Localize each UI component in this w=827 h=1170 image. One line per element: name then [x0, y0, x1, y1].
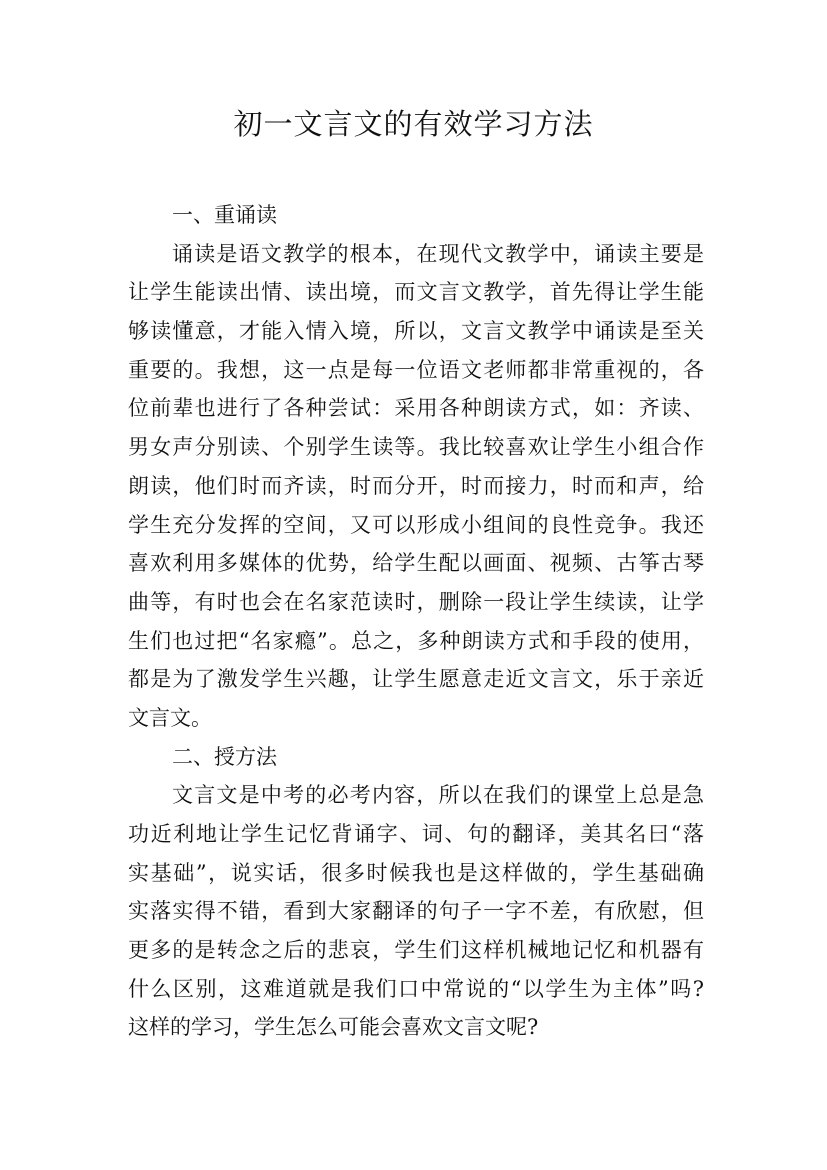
- document-title: 初一文言文的有效学习方法: [233, 107, 594, 141]
- paragraph-line-indented: 二、授方法: [172, 744, 277, 769]
- paragraph-line: 男女声分别读、个别学生读等。我比较喜欢让学生小组合作: [128, 435, 704, 460]
- paragraph-line: 学生充分发挥的空间，又可以形成小组间的良性竞争。我还: [128, 512, 704, 537]
- paragraph-line: 实落实得不错，看到大家翻译的句子一字不差，有欣慰，但: [128, 899, 704, 924]
- paragraph-line-indented: 一、重诵读: [172, 203, 277, 227]
- paragraph-line: 生们也过把“名家瘾”。总之，多种朗读方式和手段的使用，: [128, 628, 704, 653]
- paragraph-line: 实基础”，说实话，很多时候我也是这样做的，学生基础确: [128, 860, 704, 885]
- paragraph-line: 更多的是转念之后的悲哀，学生们这样机械地记忆和机器有: [128, 938, 704, 963]
- paragraph-line: 朗读，他们时而齐读，时而分开，时而接力，时而和声，给: [128, 473, 704, 498]
- paragraph-line: 文言文。: [128, 705, 212, 730]
- paragraph-line: 喜欢利用多媒体的优势，给学生配以画面、视频、古筝古琴: [128, 551, 704, 576]
- paragraph-line: 曲等，有时也会在名家范读时，删除一段让学生续读，让学: [128, 589, 704, 614]
- paragraph-line: 功近利地让学生记忆背诵字、词、句的翻译，美其名曰“落: [128, 822, 704, 846]
- paragraph-line: 这样的学习，学生怎么可能会喜欢文言文呢?: [128, 1015, 539, 1040]
- paragraph-line: 都是为了激发学生兴趣，让学生愿意走近文言文，乐于亲近: [128, 667, 704, 692]
- paragraph-line: 让学生能读出情、读出境，而文言文教学，首先得让学生能: [128, 280, 704, 305]
- paragraph-line: 重要的。我想，这一点是每一位语文老师都非常重视的，各: [128, 357, 704, 382]
- paragraph-line-indented: 文言文是中考的必考内容，所以在我们的课堂上总是急: [172, 783, 704, 808]
- paragraph-line: 位前辈也进行了各种尝试：采用各种朗读方式，如：齐读、: [128, 396, 704, 421]
- paragraph-line: 什么区别，这难道就是我们口中常说的“以学生为主体”吗?: [128, 976, 704, 1001]
- paragraph-line: 够读懂意，才能入情入境，所以，文言文教学中诵读是至关: [128, 319, 704, 344]
- paragraph-line-indented: 诵读是语文教学的根本，在现代文教学中，诵读主要是: [172, 241, 704, 266]
- document-body: [128, 196, 704, 1047]
